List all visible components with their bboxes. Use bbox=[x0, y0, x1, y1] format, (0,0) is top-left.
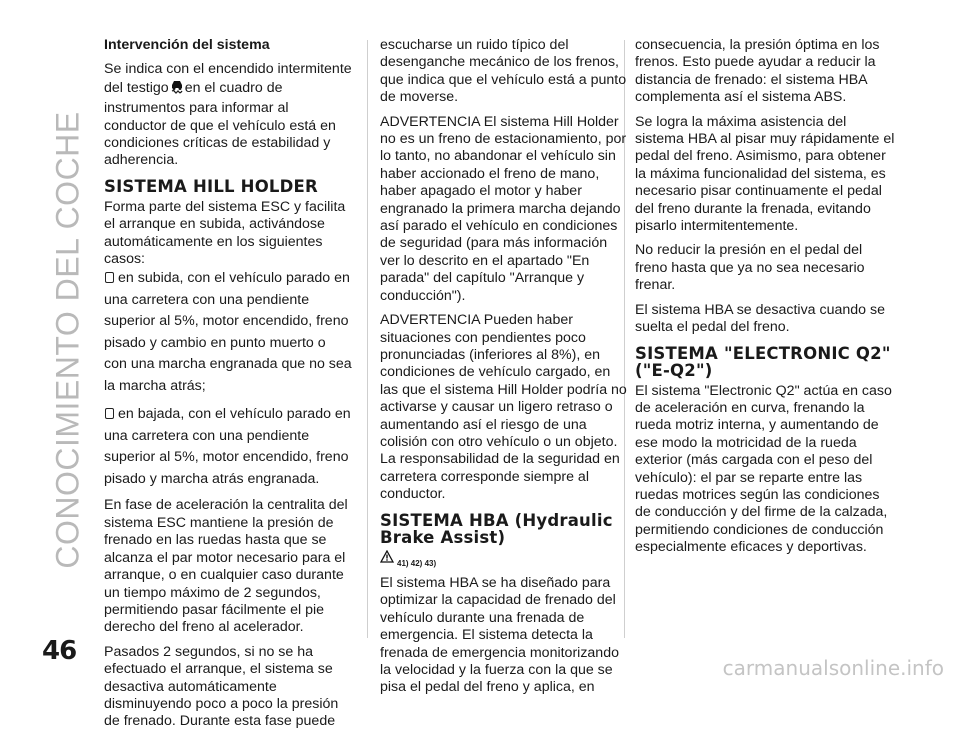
column-divider bbox=[367, 40, 368, 638]
paragraph: No reducir la presión en el pedal del freno hasta que ya no sea necesario frenar. bbox=[635, 242, 865, 294]
watermark: carmanualsonline.info bbox=[722, 656, 944, 680]
section-sidebar-title bbox=[48, 40, 88, 640]
paragraph: Se indica con el encendido intermitente del testigo en el cuadro de instrumentos para informar al conductor de que el vehículo está en condiciones críticas de estabilidad y adherencia. bbox=[104, 61, 352, 169]
subheading-intervention: Intervención del sistema bbox=[104, 37, 270, 53]
paragraph: Se logra la máxima asistencia del sistema HBA al pisar muy rápidamente el pedal del freno. Asimismo, para obtener la máxima funcionalidad del sistema, es necesario pisar continuamente el pedal del freno durante la frenada, evitando pisarlo intermitentemente. bbox=[635, 113, 895, 235]
column-1 bbox=[104, 37, 352, 738]
column-2 bbox=[380, 37, 628, 704]
paragraph-warning: ADVERTENCIA Pueden haber situaciones con pendientes poco pronunciadas (inferiores al 8%), en condiciones de vehículo cargado, en las que el sistema Hill Holder podría no activarse y causar un ligero retraso o aumentando así el riesgo de una colisión con otro vehículo o un objeto. La responsabilidad de la seguridad en carretera corresponde siempre al conductor. bbox=[380, 312, 627, 503]
paragraph: escucharse un ruido típico del desenganche mecánico de los frenos, que indica que el vehículo está a punto de moverse. bbox=[380, 37, 627, 106]
heading-hill-holder: SISTEMA HILL HOLDER bbox=[104, 176, 318, 196]
section-title-text: CONOCIMIENTO DEL COCHE bbox=[49, 111, 86, 569]
column-3 bbox=[635, 37, 897, 564]
paragraph-warning: ADVERTENCIA El sistema Hill Holder no es un freno de estacionamiento, por lo tanto, no abandonar el vehículo sin haber accionado el freno de mano, haber apagado el motor y haber engranado la primera marcha dejando así parado el vehículo en condiciones de seguridad (para más información ver lo descrito en el apartado "En parada" del capítulo "Arranque y conducción"). bbox=[380, 113, 627, 304]
warning-references: 41) 42) 43) bbox=[380, 550, 628, 569]
esc-warning-car-icon bbox=[170, 79, 184, 100]
bullet-box-icon bbox=[105, 272, 114, 283]
list-item: en subida, con el vehículo parado en una carretera con una pendiente superior al 5%, motor encendido, freno pisado y cambio en punto muerto o con una marcha engranada que no sea la marcha atrás; bbox=[104, 270, 352, 394]
paragraph: Forma parte del sistema ESC y facilita el arranque en subida, activándose automáticamente en los siguientes casos: bbox=[104, 198, 346, 268]
paragraph: En fase de aceleración la centralita del sistema ESC mantiene la presión de frenado en las ruedas hasta que se alcanza el par motor necesario para el arranque, o en cualquier caso durante un tiempo máximo de 2 segundos, permitiendo pasar fácilmente el pie derecho del freno al acelerador. bbox=[104, 497, 348, 636]
bullet-box-icon bbox=[105, 408, 114, 419]
paragraph: El sistema HBA se desactiva cuando se suelta el pedal del freno. bbox=[635, 301, 885, 336]
paragraph: El sistema HBA se ha diseñado para optimizar la capacidad de frenado del vehículo durante una frenada de emergencia. El sistema detecta la frenada de emergencia monitorizando la velocidad y la fuerza con la que se pisa el pedal del freno y aplica, en bbox=[380, 574, 619, 696]
list-item: en bajada, con el vehículo parado en una carretera con una pendiente superior al 5%, motor encendido, freno pisado y marcha atrás engranada. bbox=[104, 406, 351, 487]
paragraph: Pasados 2 segundos, si no se ha efectuado el arranque, el sistema se desactiva automáticamente disminuyendo poco a poco la presión de frenado. Durante esta fase puede bbox=[104, 643, 339, 730]
warning-triangle-icon bbox=[380, 550, 394, 569]
paragraph: consecuencia, la presión óptima en los frenos. Esto puede ayudar a reducir la distancia de frenado: el sistema HBA complementa así el sistema ABS. bbox=[635, 37, 880, 106]
heading-hba: SISTEMA HBA (Hydraulic Brake Assist) bbox=[380, 510, 613, 547]
page-number: 46 bbox=[42, 636, 77, 666]
paragraph: El sistema "Electronic Q2" actúa en caso de aceleración en curva, frenando la rueda motriz interna, y aumentando de ese modo la motricidad de la rueda exterior (más cargada con el peso del vehículo): el par se reparte entre las ruedas motrices según las condiciones de conducción y del firme de la calzada, permitiendo condiciones de conducción especialmente eficaces y deportivas. bbox=[635, 382, 892, 556]
heading-electronic-q2: SISTEMA "ELECTRONIC Q2" ("E-Q2") bbox=[635, 343, 891, 380]
